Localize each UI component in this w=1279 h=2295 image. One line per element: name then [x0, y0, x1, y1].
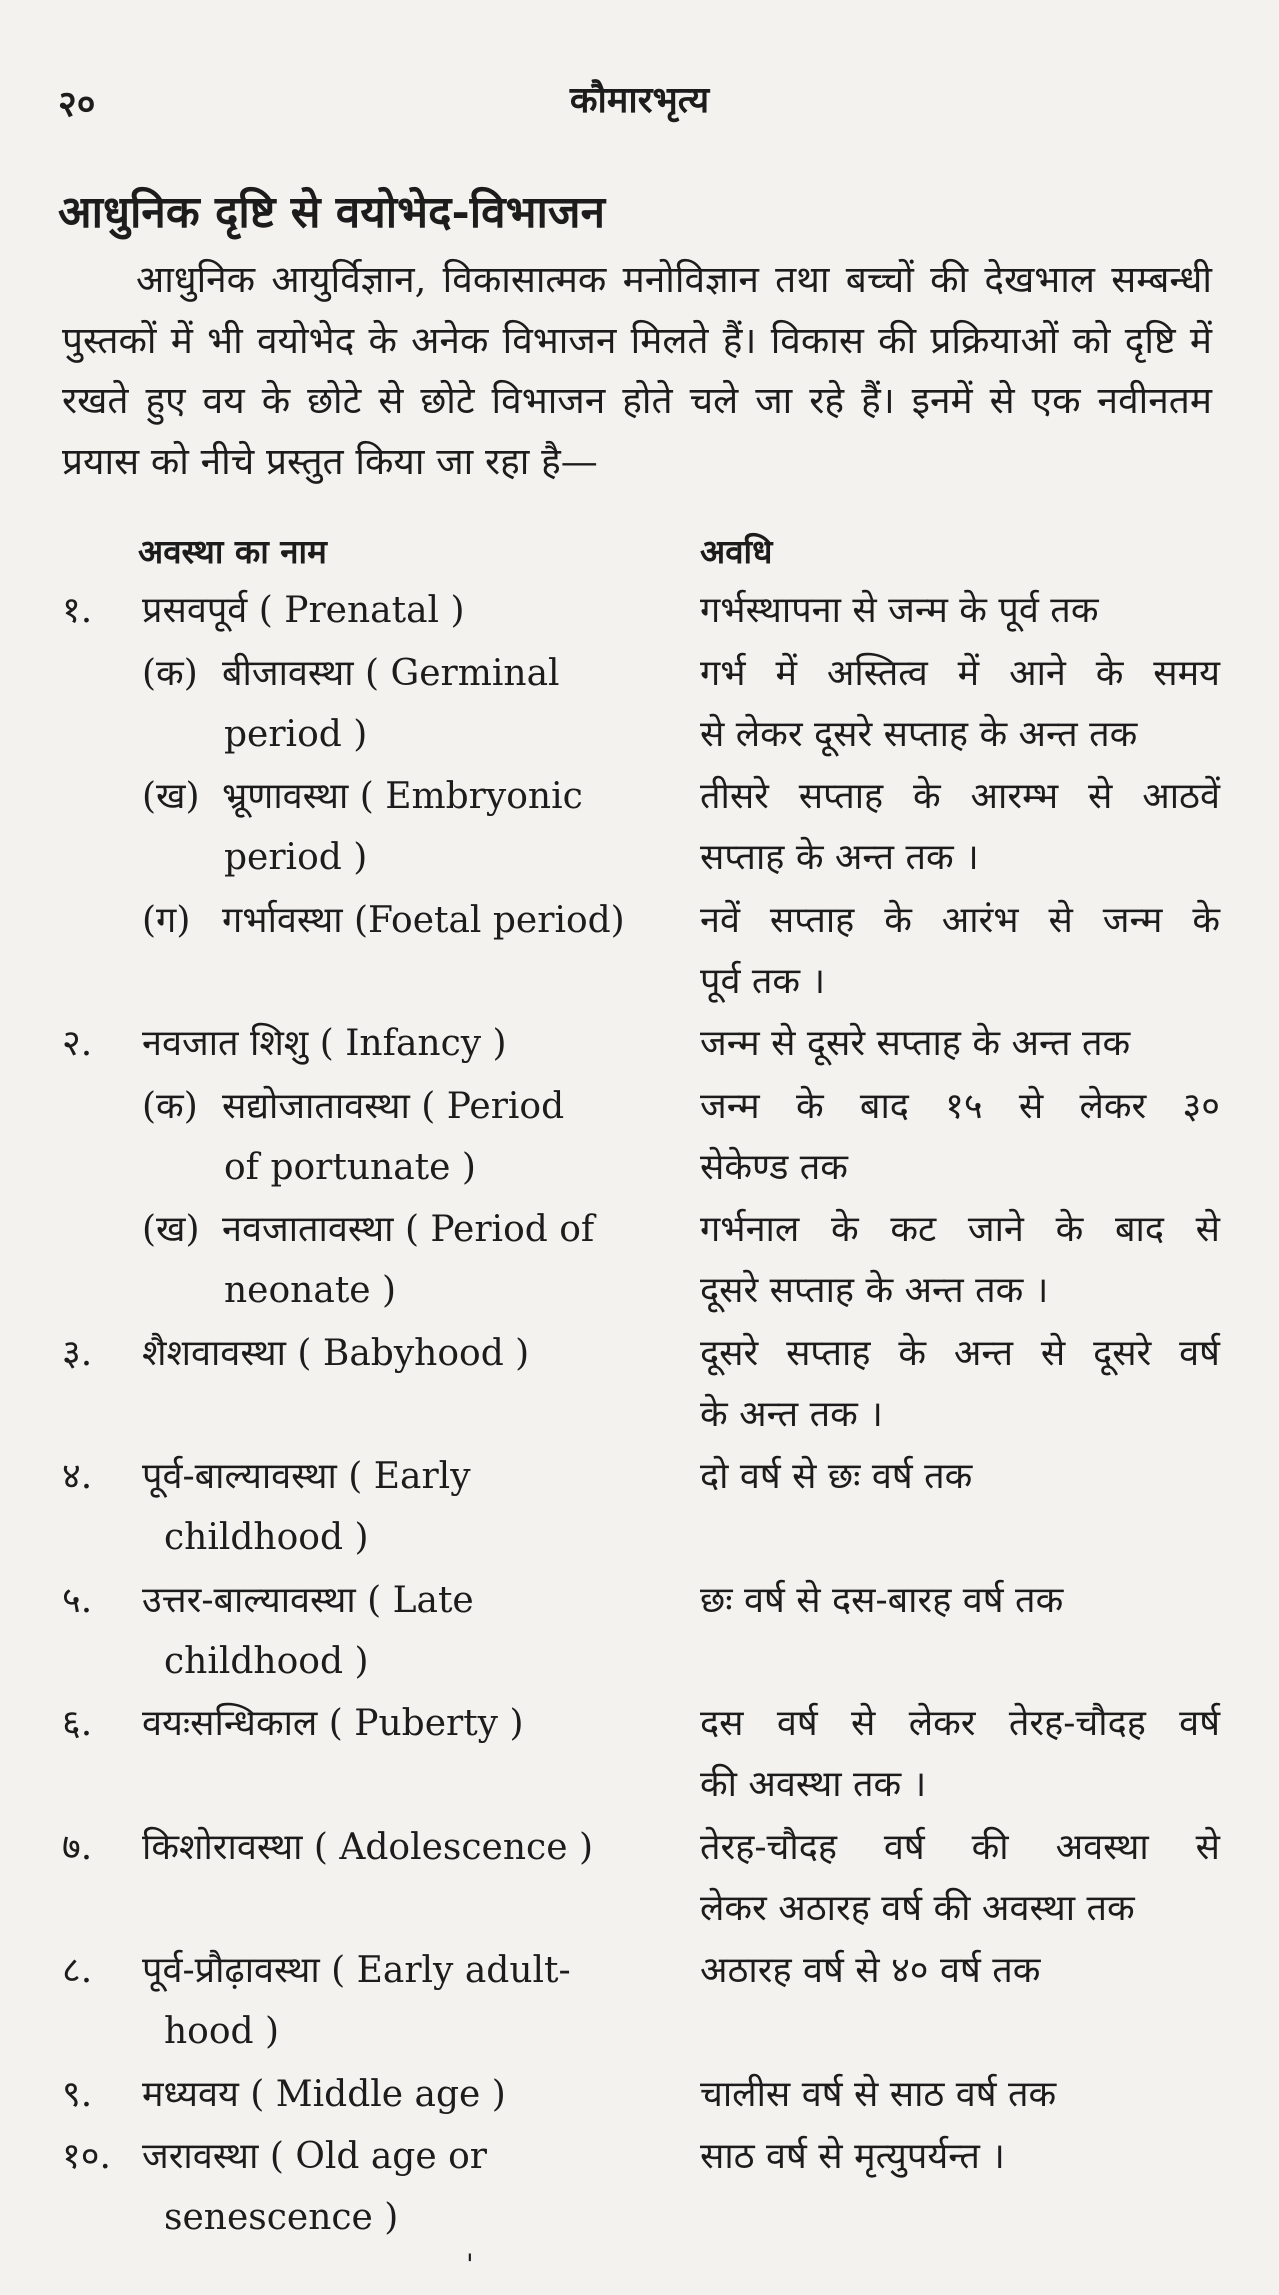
stage-name — [142, 1693, 672, 1754]
column-header-stage: अवस्था का नाम — [138, 532, 327, 571]
row-number: ९. — [62, 2073, 93, 2115]
sub-item-marker: (ख) — [142, 1209, 200, 1250]
sub-item-marker: (ग) — [142, 899, 191, 941]
stage-duration — [700, 580, 1220, 641]
duration-line: अठारह वर्ष से ४० वर्ष तक — [700, 1950, 1041, 1991]
stage-name — [142, 580, 672, 641]
duration-line: दूसरे सप्ताह के अन्त से दूसरे वर्ष — [700, 1332, 1220, 1374]
duration-line: नवें सप्ताह के आरंभ से जन्म के — [700, 899, 1220, 941]
stage-duration — [700, 643, 1220, 765]
stage-name-continuation: neonate ) — [224, 1270, 397, 1311]
stage-name — [142, 766, 672, 888]
stage-name-text: मध्यवय ( Middle age ) — [142, 2073, 506, 2115]
running-title: कौमारभृत्य — [569, 79, 710, 121]
stage-duration — [700, 2126, 1220, 2187]
duration-line: गर्भ में अस्तित्व में आने के समय — [700, 652, 1220, 694]
stage-name-text: नवजातावस्था ( Period of — [222, 1209, 595, 1250]
stage-duration — [700, 766, 1220, 888]
duration-line: सप्ताह के अन्त तक । — [700, 837, 979, 878]
stage-duration — [700, 1446, 1220, 1507]
stage-name-text: वयःसन्धिकाल ( Puberty ) — [142, 1703, 524, 1744]
stage-duration — [700, 1570, 1220, 1631]
stage-name — [142, 890, 672, 951]
row-number: ४. — [62, 1456, 93, 1497]
stage-duration — [700, 890, 1220, 1012]
row-number: ३. — [62, 1332, 93, 1374]
row-number: २. — [62, 1023, 93, 1064]
column-header-duration: अवधि — [700, 532, 773, 571]
sub-item-marker: (क) — [142, 652, 198, 694]
duration-line: गर्भनाल के कट जाने के बाद से — [700, 1209, 1220, 1250]
stage-duration — [700, 1013, 1220, 1074]
stage-name — [142, 643, 672, 765]
duration-line: लेकर अठारह वर्ष की अवस्था तक — [700, 1887, 1135, 1929]
stage-name — [142, 1199, 672, 1321]
row-number: १. — [62, 590, 93, 631]
page-number: २० — [58, 83, 96, 125]
stage-name-text: पूर्व-प्रौढ़ावस्था ( Early adult- — [142, 1950, 571, 1991]
stage-name — [142, 1446, 672, 1568]
stage-duration — [700, 2064, 1220, 2125]
sub-item-marker: (ख) — [142, 776, 200, 817]
duration-line: पूर्व तक । — [700, 960, 826, 1002]
stage-name-text: भ्रूणावस्था ( Embryonic — [222, 776, 583, 817]
row-number: ८. — [62, 1950, 93, 1991]
duration-line: जन्म के बाद १५ से लेकर ३० — [700, 1085, 1220, 1127]
stage-duration — [700, 1323, 1220, 1445]
duration-line: चालीस वर्ष से साठ वर्ष तक — [700, 2073, 1057, 2115]
stage-name-text: उत्तर-बाल्यावस्था ( Late — [142, 1579, 474, 1621]
duration-line: से लेकर दूसरे सप्ताह के अन्त तक — [700, 713, 1138, 755]
stage-duration — [700, 1817, 1220, 1939]
section-heading: आधुनिक दृष्टि से वयोभेद-विभाजन — [58, 187, 605, 238]
stage-name-continuation: hood ) — [164, 2011, 280, 2052]
stage-name-continuation: of portunate ) — [224, 1146, 476, 1188]
stage-name — [142, 1013, 672, 1074]
stage-duration — [700, 1199, 1220, 1321]
stage-duration — [700, 1693, 1220, 1815]
stage-name-text: जरावस्था ( Old age or — [142, 2136, 487, 2177]
stage-name — [142, 1570, 672, 1692]
duration-line: साठ वर्ष से मृत्युपर्यन्त । — [700, 2136, 1005, 2177]
duration-line: दो वर्ष से छः वर्ष तक — [700, 1456, 973, 1497]
stage-name — [142, 2126, 672, 2248]
stage-name — [142, 1817, 672, 1878]
duration-line: दूसरे सप्ताह के अन्त तक । — [700, 1270, 1049, 1311]
stage-duration — [700, 1076, 1220, 1198]
stage-name-text: पूर्व-बाल्यावस्था ( Early — [142, 1456, 471, 1497]
row-number: ६. — [62, 1703, 93, 1744]
row-number: ७. — [62, 1826, 93, 1868]
stage-name-continuation: senescence ) — [164, 2197, 399, 2238]
duration-line: के अन्त तक । — [700, 1393, 883, 1435]
footer-mark: ' — [466, 2248, 474, 2281]
intro-paragraph: आधुनिक आयुर्विज्ञान, विकासात्मक मनोविज्ञान तथा बच्चों की देखभाल सम्बन्धी पुस्तकों में भी वयोभेद के अनेक विभाजन मिलते हैं। विकास की प्रक्रियाओं को दृष्टि में रखते हुए वय के छोटे से छोटे विभाजन होते चले जा रहे हैं। इनमें से एक नवीनतम प्रयास को नीचे प्रस्तुत किया जा रहा है— — [62, 258, 1212, 483]
stage-name-continuation: childhood ) — [164, 1517, 369, 1558]
duration-line: तीसरे सप्ताह के आरम्भ से आठवें — [700, 776, 1220, 817]
stage-name-continuation: period ) — [224, 837, 368, 878]
stage-name-text: गर्भावस्था (Foetal period) — [222, 899, 625, 941]
stage-name-text: नवजात शिशु ( Infancy ) — [142, 1023, 507, 1064]
duration-line: सेकेण्ड तक — [700, 1146, 848, 1188]
duration-line: दस वर्ष से लेकर तेरह-चौदह वर्ष — [700, 1703, 1220, 1744]
duration-line: जन्म से दूसरे सप्ताह के अन्त तक — [700, 1023, 1131, 1064]
stage-name-text: शैशवावस्था ( Babyhood ) — [142, 1332, 530, 1374]
stage-name-continuation: childhood ) — [164, 1640, 369, 1682]
stage-name — [142, 1323, 672, 1384]
duration-line: छः वर्ष से दस-बारह वर्ष तक — [700, 1579, 1064, 1621]
row-number: ५. — [62, 1579, 93, 1621]
sub-item-marker: (क) — [142, 1085, 198, 1127]
stage-name — [142, 2064, 672, 2125]
stage-name-text: प्रसवपूर्व ( Prenatal ) — [142, 590, 465, 631]
stage-name — [142, 1076, 672, 1198]
stage-name — [142, 1940, 672, 2062]
duration-line: गर्भस्थापना से जन्म के पूर्व तक — [700, 590, 1099, 631]
stage-name-continuation: period ) — [224, 713, 368, 755]
row-number: १०. — [62, 2136, 111, 2177]
stage-duration — [700, 1940, 1220, 2001]
stage-name-text: किशोरावस्था ( Adolescence ) — [142, 1826, 594, 1868]
duration-line: तेरह-चौदह वर्ष की अवस्था से — [700, 1826, 1220, 1868]
duration-line: की अवस्था तक । — [700, 1764, 927, 1805]
stage-name-text: सद्योजातावस्था ( Period — [222, 1085, 565, 1127]
stage-name-text: बीजावस्था ( Germinal — [222, 652, 560, 694]
